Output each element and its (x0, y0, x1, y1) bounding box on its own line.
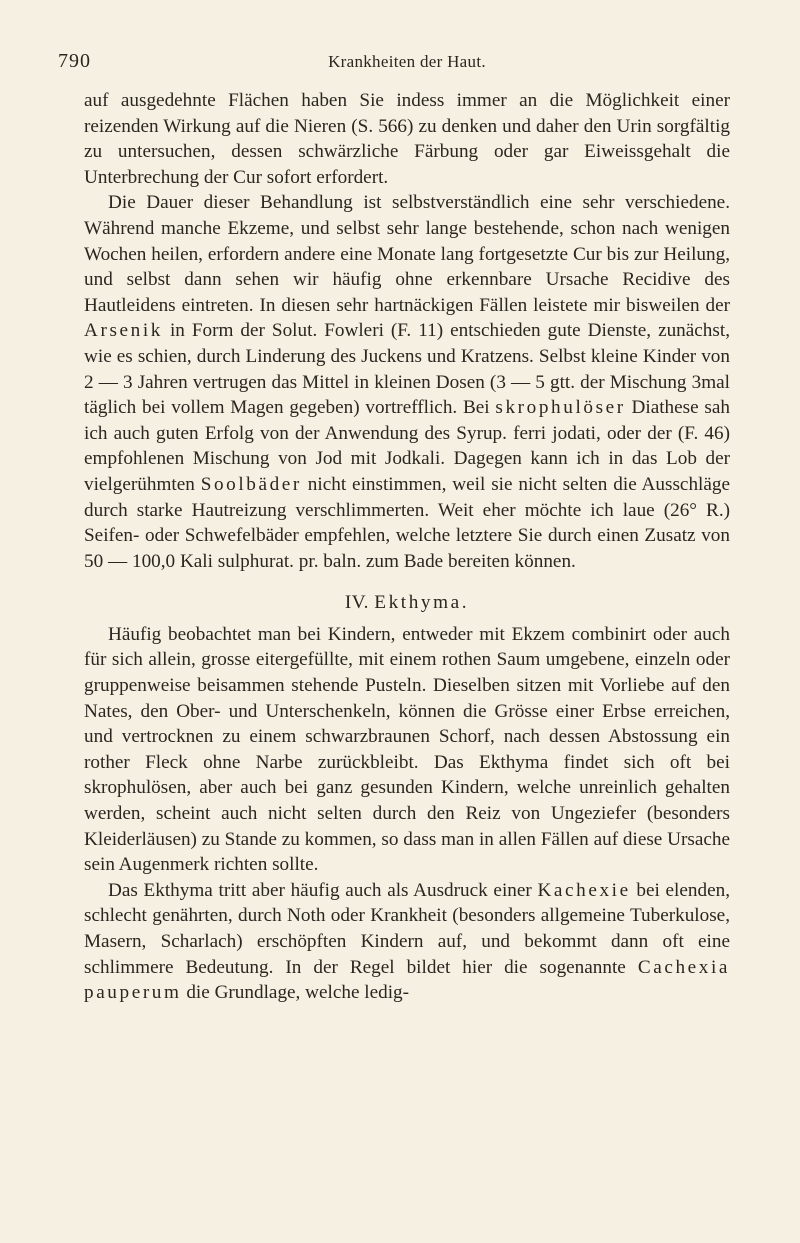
emphasis-arsenik: Arsenik (84, 320, 163, 342)
text-run: die Grundlage, welche ledig- (181, 982, 410, 1004)
emphasis-soolbaeder: Soolbäder (200, 473, 302, 495)
section-title: Ekthyma. (374, 592, 470, 614)
paragraph (84, 878, 730, 1006)
emphasis-cachexia-pauperum: Cachexia pauperum (84, 956, 730, 1004)
text-run: bei elenden, schlecht genährten, durch Noth oder Krankheit (besonders allgemeine Tuberkulose, Masern, Scharlach) erschöpften Kindern auf, und bekommt dann oft eine schlimmere Bedeutung. In der Regel bildet hier die sogenannte (84, 879, 730, 978)
page-body (84, 88, 730, 1006)
page-number: 790 (58, 50, 91, 72)
text-run: Diathese sah ich auch guten Erfolg von der Anwendung des Syrup. ferri jodati, oder der (F. 46) empfohlenen Mischung von Jod mit Jodkali. Dagegen kann ich in das Lob der vielgerühmten (84, 397, 731, 495)
running-title: Krankheiten der Haut. (328, 52, 486, 71)
paragraph: auf ausgedehnte Flächen haben Sie indess immer an die Möglichkeit einer reizenden Wirkung auf die Nieren (S. 566) zu denken und daher den Urin sorgfältig zu untersuchen, dessen schwärzliche Färbung oder gar Eiweissgehalt die Unterbrechung der Cur sofort erfordert. (84, 90, 730, 188)
text-run: Die Dauer dieser Behandlung ist selbstverständlich eine sehr verschiedene. Während manche Ekzeme, und selbst sehr lange bestehende, schon nach wenigen Wochen heilen, erfordern andere eine Monate lang fortgesetzte Cur bis zur Heilung, und selbst dann sehen wir häufig ohne erkennbare Ursache Recidive des Hautleidens eintreten. In diesen sehr hartnäckigen Fällen leistete mir bisweilen der (84, 192, 730, 316)
section-number: IV. (344, 592, 369, 614)
emphasis-kachexie: Kachexie (537, 879, 631, 901)
paragraph (84, 190, 730, 574)
section-heading (84, 590, 730, 616)
page-header (58, 50, 730, 76)
paragraph: Häufig beobachtet man bei Kindern, entweder mit Ekzem combinirt oder auch für sich allein, grosse eitergefüllte, mit einem rothen Saum umgebene, einzeln oder gruppenweise beisammen stehende Pusteln. Dieselben sitzen mit Vorliebe auf den Nates, den Ober- und Unterschenkeln, können die Grösse einer Erbse erreichen, und vertrocknen zu einem schwarzbraunen Schorf, nach dessen Abstossung ein rother Fleck ohne Narbe zurückbleibt. Das Ekthyma findet sich oft bei skrophulösen, aber auch bei ganz gesunden Kindern, welche unreinlich gehalten werden, scheint auch nicht selten durch den Reiz von Ungeziefer (besonders Kleiderläusen) zu Stande zu kommen, so dass man in allen Fällen auf diese Ursache sein Augenmerk richten sollte. (84, 623, 730, 876)
emphasis-skrophuloeser: skrophulöser (495, 397, 626, 419)
text-run: in Form der Solut. Fowleri (F. 11) entschieden gute Dienste, zunächst, wie es schien, durch Linderung des Juckens und Kratzens. Selbst kleine Kinder von 2 — 3 Jahren vertrugen das Mittel in kleinen Dosen (3 — 5 gtt. der Mischung 3mal täglich bei vollem Magen gegeben) vortrefflich. Bei (84, 320, 730, 419)
text-run: Das Ekthyma tritt aber häufig auch als Ausdruck einer (108, 879, 538, 901)
text-run: nicht einstimmen, weil sie nicht selten die Ausschläge durch starke Hautreizung verschlimmerten. Weit eher möchte ich laue (26° R.) Seifen- oder Schwefelbäder empfehlen, welche letztere Sie durch einen Zusatz von 50 — 100,0 Kali sulphurat. pr. baln. zum Bade bereiten können. (84, 473, 731, 572)
